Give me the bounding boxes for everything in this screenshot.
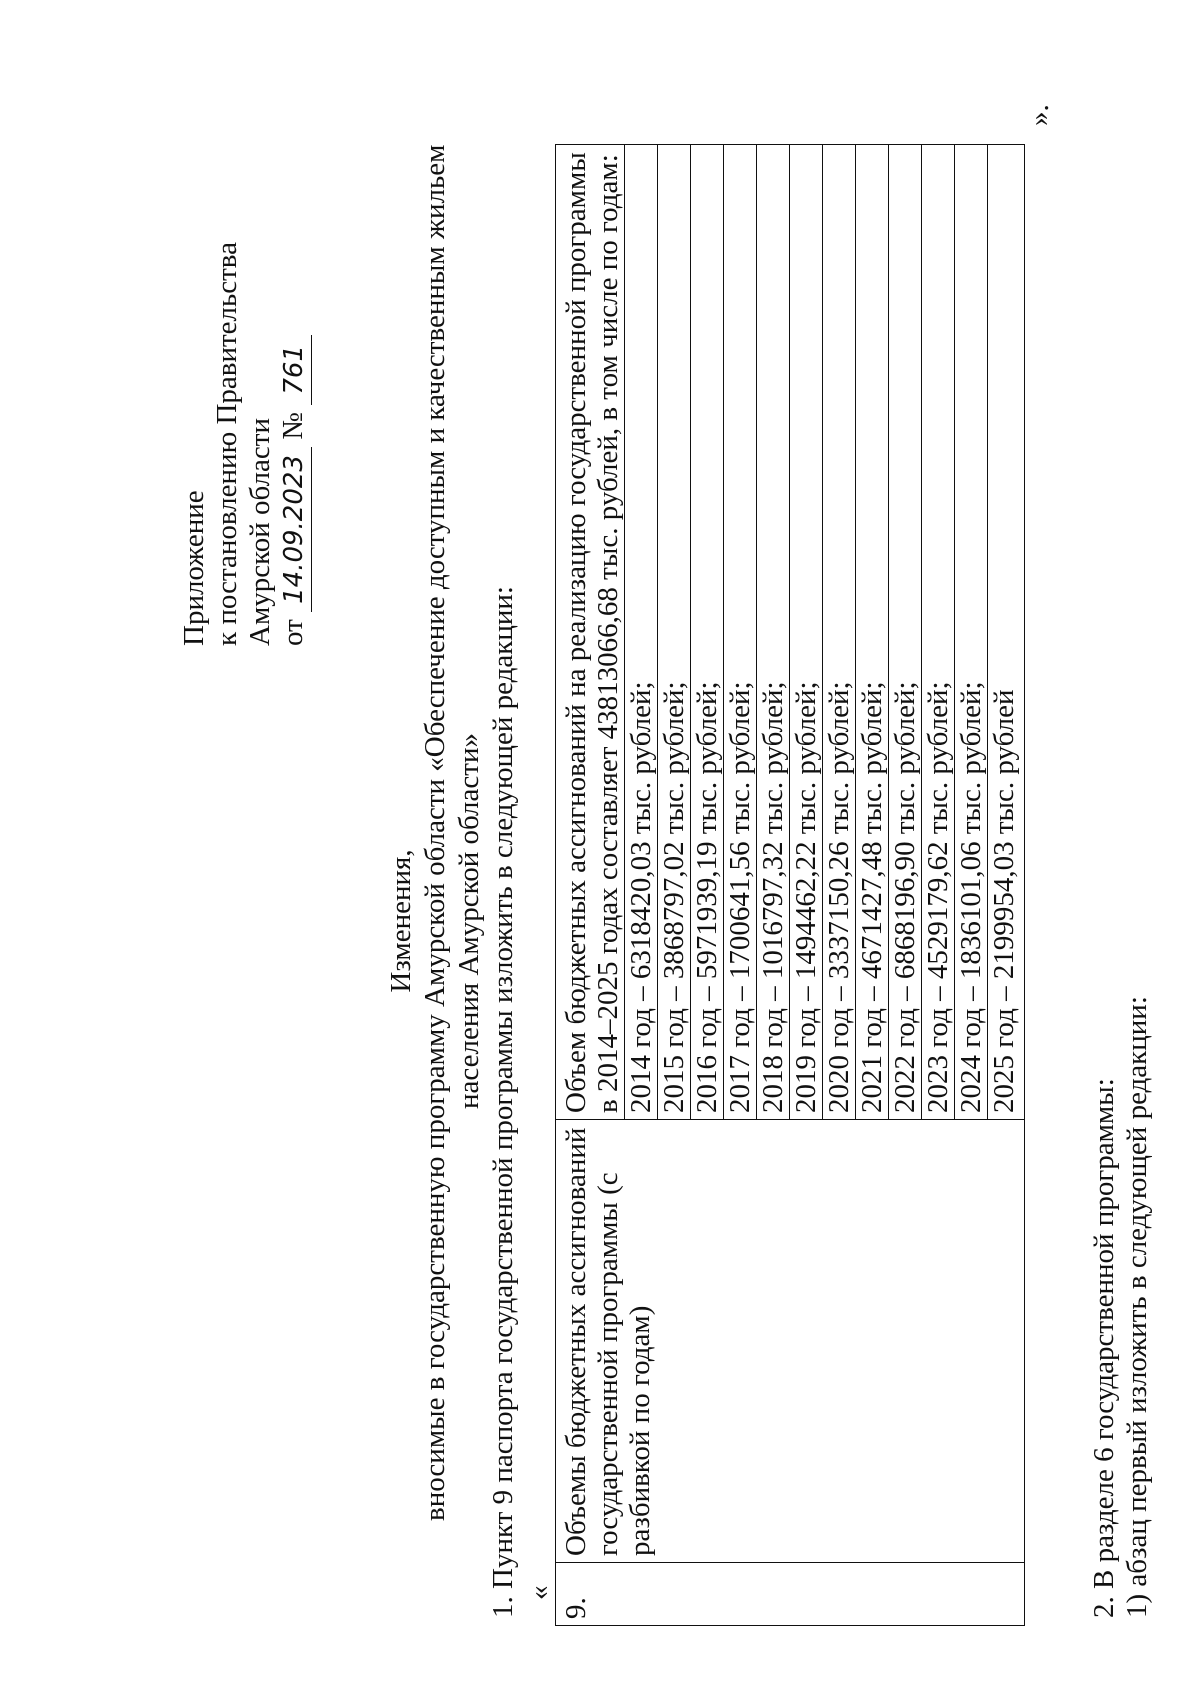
- item-2-1-text: 1) абзац первый изложить в следующей редакции:: [1121, 996, 1153, 1618]
- document-title: [385, 144, 487, 1521]
- appendix-header: [178, 242, 310, 646]
- from-prefix: от: [277, 619, 309, 646]
- year-line: 2020 год – 3337150,26 тыс. рублей;: [822, 145, 855, 1119]
- year-line: 2015 год – 3868797,02 тыс. рублей;: [657, 145, 690, 1119]
- year-line: 2024 год – 1836101,06 тыс. рублей;: [954, 145, 987, 1119]
- title-line-2: вносимые в государственную программу Амурской области «Обеспечение доступным и качественным жильем: [419, 144, 451, 1521]
- row-content: [556, 145, 1025, 1120]
- year-line: 2021 год – 4671427,48 тыс. рублей;: [855, 145, 888, 1119]
- row-label: Объемы бюджетных ассигнований государственной программы (с разбивкой по годам): [556, 1120, 1025, 1563]
- item-2-text: 2. В разделе 6 государственной программы:: [1088, 1078, 1120, 1618]
- year-line: 2022 год – 6868196,90 тыс. рублей;: [888, 145, 921, 1119]
- title-line-1: Изменения,: [385, 849, 417, 993]
- year-line: 2025 год – 2199954,03 тыс. рублей: [987, 145, 1020, 1119]
- passport-table: [555, 144, 1025, 1626]
- year-line: 2019 год – 1494462,22 тыс. рублей;: [789, 145, 822, 1119]
- year-line: 2017 год – 1700641,56 тыс. рублей;: [723, 145, 756, 1119]
- year-line: 2023 год – 4529179,62 тыс. рублей;: [921, 145, 954, 1119]
- year-line: 2018 год – 1016797,32 тыс. рублей;: [756, 145, 789, 1119]
- row-number: 9.: [556, 1563, 1025, 1626]
- quote-close: ».: [1023, 104, 1055, 126]
- title-line-3: населения Амурской области»: [453, 733, 485, 1109]
- appendix-date-line: [277, 242, 310, 646]
- summary-text: Объем бюджетных ассигнований на реализацию государственной программы в 2014–2025 годах составляет 43813066,68 тыс. рублей, в том числе по годам:: [560, 152, 624, 1113]
- appendix-line-3: Амурской области: [244, 418, 276, 646]
- appendix-line-1: Приложение: [178, 490, 210, 646]
- table-row: [556, 145, 1025, 1626]
- year-line: 2014 год – 6318420,03 тыс. рублей;: [624, 145, 657, 1119]
- handwritten-number: 761: [278, 335, 312, 405]
- quote-open: «: [523, 1585, 555, 1600]
- number-sign: №: [277, 412, 309, 440]
- year-line: 2016 год – 5971939,19 тыс. рублей;: [690, 145, 723, 1119]
- item-1-text: 1. Пункт 9 паспорта государственной программы изложить в следующей редакции:: [487, 586, 519, 1618]
- handwritten-date: 14.09.2023: [278, 447, 312, 612]
- appendix-line-2: к постановлению Правительства: [211, 242, 243, 646]
